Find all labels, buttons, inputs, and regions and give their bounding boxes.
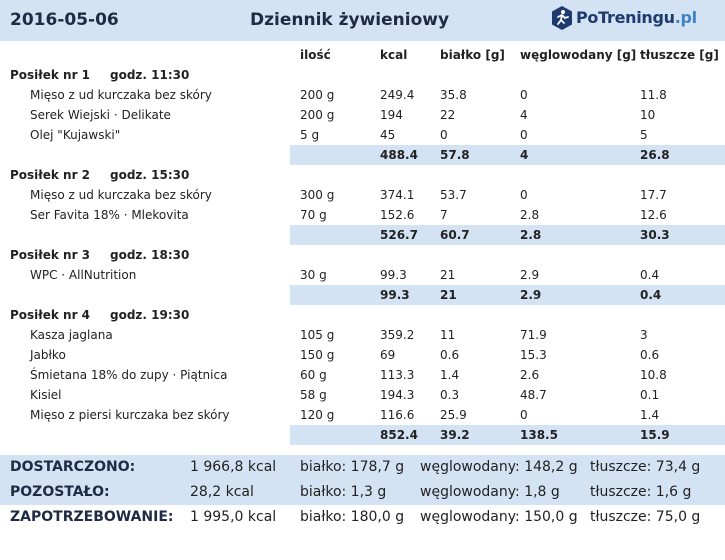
meal-label: Posiłek nr 2 bbox=[10, 168, 91, 182]
food-protein: 0.6 bbox=[440, 348, 460, 362]
food-name: Mięso z ud kurczaka bez skóry bbox=[30, 188, 212, 202]
food-protein: 0.3 bbox=[440, 388, 460, 402]
food-carbs: 15.3 bbox=[520, 348, 547, 362]
food-name: Ser Favita 18% · Mlekovita bbox=[30, 208, 189, 222]
food-kcal: 99.3 bbox=[380, 268, 407, 282]
meal-label: Posiłek nr 4 bbox=[10, 308, 91, 322]
total-protein: 60.7 bbox=[440, 228, 470, 242]
food-carbs: 0 bbox=[520, 408, 528, 422]
food-fat: 0.1 bbox=[640, 388, 660, 402]
column-header-protein: białko [g] bbox=[440, 48, 505, 62]
food-row bbox=[0, 105, 725, 125]
food-kcal: 116.6 bbox=[380, 408, 415, 422]
column-header-fat: tłuszcze [g] bbox=[640, 48, 719, 62]
summary-protein: białko: 180,0 g bbox=[300, 509, 405, 525]
food-carbs: 71.9 bbox=[520, 328, 547, 342]
meal-label: Posiłek nr 3 bbox=[10, 248, 91, 262]
runner-logo-icon bbox=[550, 5, 574, 31]
total-carbs: 138.5 bbox=[520, 428, 558, 442]
food-protein: 0 bbox=[440, 128, 448, 142]
food-row bbox=[0, 385, 725, 405]
food-kcal: 249.4 bbox=[380, 88, 415, 102]
food-protein: 1.4 bbox=[440, 368, 460, 382]
column-header-carbs: węglowodany [g] bbox=[520, 48, 637, 62]
header-bar bbox=[0, 0, 725, 41]
food-fat: 10 bbox=[640, 108, 656, 122]
food-amount: 200 g bbox=[300, 88, 335, 102]
food-row bbox=[0, 365, 725, 385]
food-name: Śmietana 18% do zupy · Piątnica bbox=[30, 368, 228, 382]
summary-carbs: węglowodany: 148,2 g bbox=[420, 459, 578, 475]
meal-header bbox=[0, 165, 725, 185]
total-protein: 21 bbox=[440, 288, 457, 302]
food-kcal: 194.3 bbox=[380, 388, 415, 402]
diary-date: 2016-05-06 bbox=[10, 10, 119, 30]
food-carbs: 0 bbox=[520, 88, 528, 102]
food-amount: 200 g bbox=[300, 108, 335, 122]
total-kcal: 852.4 bbox=[380, 428, 418, 442]
total-carbs: 2.8 bbox=[520, 228, 542, 242]
page-title: Dziennik żywieniowy bbox=[250, 10, 450, 30]
summary-fat: tłuszcze: 73,4 g bbox=[590, 459, 701, 475]
food-protein: 21 bbox=[440, 268, 456, 282]
column-header-amount: ilość bbox=[300, 48, 331, 62]
logo-main-text: PoTreningu bbox=[576, 8, 675, 27]
food-kcal: 359.2 bbox=[380, 328, 415, 342]
meal-time: godz. 15:30 bbox=[110, 168, 190, 182]
food-fat: 5 bbox=[640, 128, 648, 142]
meal-header bbox=[0, 65, 725, 85]
food-fat: 12.6 bbox=[640, 208, 667, 222]
meal-total-row bbox=[0, 225, 725, 245]
total-protein: 39.2 bbox=[440, 428, 470, 442]
meal-time: godz. 18:30 bbox=[110, 248, 190, 262]
food-carbs: 2.6 bbox=[520, 368, 540, 382]
food-kcal: 113.3 bbox=[380, 368, 415, 382]
food-amount: 5 g bbox=[300, 128, 320, 142]
meal-header bbox=[0, 305, 725, 325]
food-row bbox=[0, 345, 725, 365]
food-amount: 150 g bbox=[300, 348, 335, 362]
summary-requirement-row bbox=[0, 505, 725, 530]
food-carbs: 48.7 bbox=[520, 388, 547, 402]
food-name: Kasza jaglana bbox=[30, 328, 113, 342]
food-amount: 300 g bbox=[300, 188, 335, 202]
food-amount: 30 g bbox=[300, 268, 327, 282]
food-name: Kisiel bbox=[30, 388, 62, 402]
summary-label: ZAPOTRZEBOWANIE: bbox=[10, 509, 174, 525]
food-amount: 105 g bbox=[300, 328, 335, 342]
meal-label: Posiłek nr 1 bbox=[10, 68, 91, 82]
food-carbs: 2.9 bbox=[520, 268, 540, 282]
summary-carbs: węglowodany: 150,0 g bbox=[420, 509, 578, 525]
food-row bbox=[0, 205, 725, 225]
food-kcal: 152.6 bbox=[380, 208, 415, 222]
column-header-kcal: kcal bbox=[380, 48, 408, 62]
food-name: Jabłko bbox=[30, 348, 66, 362]
summary-carbs: węglowodany: 1,8 g bbox=[420, 484, 560, 500]
food-carbs: 4 bbox=[520, 108, 528, 122]
food-carbs: 0 bbox=[520, 128, 528, 142]
food-carbs: 2.8 bbox=[520, 208, 540, 222]
food-amount: 120 g bbox=[300, 408, 335, 422]
food-protein: 35.8 bbox=[440, 88, 467, 102]
food-row bbox=[0, 405, 725, 425]
meal-time: godz. 19:30 bbox=[110, 308, 190, 322]
food-amount: 60 g bbox=[300, 368, 327, 382]
summary-kcal: 1 995,0 kcal bbox=[190, 509, 277, 525]
total-fat: 15.9 bbox=[640, 428, 670, 442]
food-name: Mięso z ud kurczaka bez skóry bbox=[30, 88, 212, 102]
food-kcal: 45 bbox=[380, 128, 396, 142]
food-row bbox=[0, 265, 725, 285]
food-fat: 0.4 bbox=[640, 268, 660, 282]
summary-label: DOSTARCZONO: bbox=[10, 459, 136, 475]
summary-kcal: 1 966,8 kcal bbox=[190, 459, 277, 475]
summary-kcal: 28,2 kcal bbox=[190, 484, 254, 500]
food-row bbox=[0, 185, 725, 205]
summary-fat: tłuszcze: 1,6 g bbox=[590, 484, 692, 500]
food-amount: 58 g bbox=[300, 388, 327, 402]
summary-delivered-row bbox=[0, 455, 725, 480]
food-protein: 7 bbox=[440, 208, 448, 222]
meal-total-row bbox=[0, 285, 725, 305]
logo-tld-text: .pl bbox=[674, 8, 697, 27]
food-fat: 3 bbox=[640, 328, 648, 342]
total-kcal: 526.7 bbox=[380, 228, 418, 242]
total-kcal: 488.4 bbox=[380, 148, 418, 162]
total-kcal: 99.3 bbox=[380, 288, 410, 302]
food-row bbox=[0, 85, 725, 105]
total-fat: 0.4 bbox=[640, 288, 662, 302]
food-carbs: 0 bbox=[520, 188, 528, 202]
total-carbs: 2.9 bbox=[520, 288, 542, 302]
food-fat: 10.8 bbox=[640, 368, 667, 382]
food-name: WPC · AllNutrition bbox=[30, 268, 137, 282]
summary-fat: tłuszcze: 75,0 g bbox=[590, 509, 701, 525]
food-name: Olej "Kujawski" bbox=[30, 128, 121, 142]
summary-remaining-row bbox=[0, 480, 725, 505]
summary-protein: białko: 1,3 g bbox=[300, 484, 387, 500]
total-fat: 30.3 bbox=[640, 228, 670, 242]
meal-total-row bbox=[0, 425, 725, 445]
food-kcal: 374.1 bbox=[380, 188, 415, 202]
total-fat: 26.8 bbox=[640, 148, 670, 162]
food-name: Serek Wiejski · Delikate bbox=[30, 108, 171, 122]
food-fat: 11.8 bbox=[640, 88, 667, 102]
food-fat: 0.6 bbox=[640, 348, 660, 362]
meal-total-row bbox=[0, 145, 725, 165]
summary-label: POZOSTAŁO: bbox=[10, 484, 110, 500]
food-kcal: 194 bbox=[380, 108, 403, 122]
total-carbs: 4 bbox=[520, 148, 529, 162]
food-name: Mięso z piersi kurczaka bez skóry bbox=[30, 408, 230, 422]
total-protein: 57.8 bbox=[440, 148, 470, 162]
food-protein: 22 bbox=[440, 108, 456, 122]
food-amount: 70 g bbox=[300, 208, 327, 222]
meal-header bbox=[0, 245, 725, 265]
food-kcal: 69 bbox=[380, 348, 396, 362]
food-fat: 17.7 bbox=[640, 188, 667, 202]
logo-wordmark bbox=[576, 8, 697, 27]
food-row bbox=[0, 125, 725, 145]
column-header-row bbox=[0, 45, 725, 65]
food-fat: 1.4 bbox=[640, 408, 660, 422]
potreningu-logo[interactable] bbox=[550, 5, 720, 33]
meal-time: godz. 11:30 bbox=[110, 68, 190, 82]
food-row bbox=[0, 325, 725, 345]
food-protein: 25.9 bbox=[440, 408, 467, 422]
food-protein: 53.7 bbox=[440, 188, 467, 202]
food-protein: 11 bbox=[440, 328, 456, 342]
summary-protein: białko: 178,7 g bbox=[300, 459, 405, 475]
